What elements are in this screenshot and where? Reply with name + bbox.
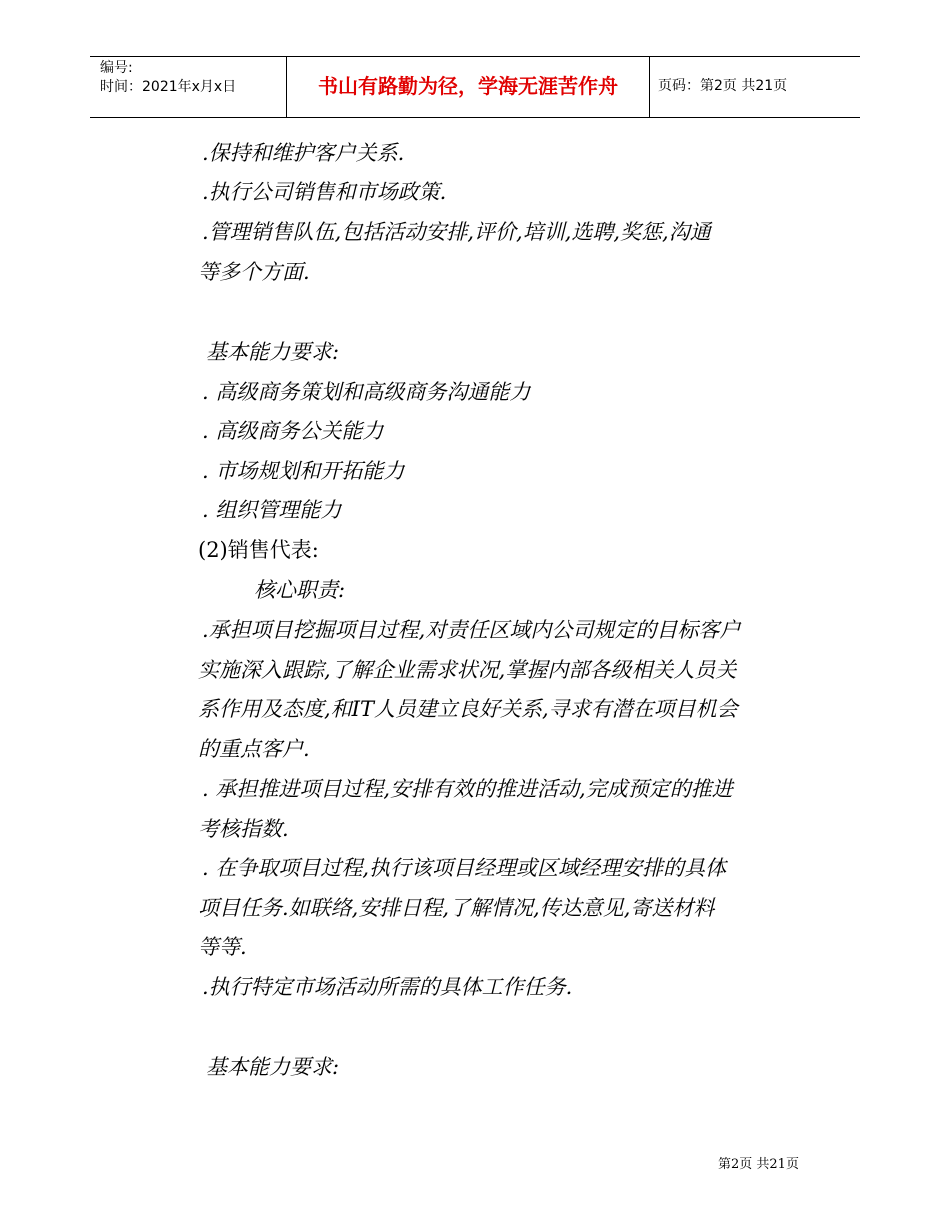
document-number-label: 编号: — [100, 60, 133, 76]
header-motto-cell — [287, 57, 650, 117]
text-line: 考核指数. — [198, 817, 289, 841]
text-line: .保持和维护客户关系. — [202, 141, 405, 165]
header-page-info: 页码：第2页 共21页 — [658, 78, 788, 94]
section-heading: 基本能力要求: — [206, 340, 340, 364]
text-line: .承担项目挖掘项目过程,对责任区域内公司规定的目标客户 — [202, 618, 741, 642]
text-line: . 市场规划和开拓能力 — [202, 459, 405, 483]
text-line: 系作用及态度,和IT人员建立良好关系,寻求有潜在项目机会 — [198, 697, 738, 721]
text-line: . 在争取项目过程,执行该项目经理或区域经理安排的具体 — [202, 856, 727, 880]
text-line: . 高级商务策划和高级商务沟通能力 — [202, 380, 531, 404]
section-heading: 基本能力要求: — [206, 1055, 340, 1079]
text-line: 等多个方面. — [198, 260, 310, 284]
header-motto: 书山有路勤为径，学海无涯苦作舟 — [318, 74, 618, 98]
header-meta-cell — [90, 57, 287, 117]
section-heading: (2)销售代表: — [198, 538, 319, 562]
text-line: . 组织管理能力 — [202, 498, 342, 522]
document-time-label: 时间：2021年x月x日 — [100, 79, 237, 95]
text-line: 等等. — [198, 935, 247, 959]
text-line: . 承担推进项目过程,安排有效的推进活动,完成预定的推进 — [202, 777, 733, 801]
section-heading: 核心职责: — [254, 578, 346, 602]
text-line: .执行公司销售和市场政策. — [202, 180, 447, 204]
page-header — [90, 56, 860, 118]
text-line: .执行特定市场活动所需的具体工作任务. — [202, 975, 573, 999]
header-page-cell — [650, 57, 860, 117]
text-line: 项目任务.如联络,安排日程,了解情况,传达意见,寄送材料 — [198, 896, 715, 920]
text-line: .管理销售队伍,包括活动安排,评价,培训,选聘,奖惩,沟通 — [202, 220, 711, 244]
text-line: . 高级商务公关能力 — [202, 419, 384, 443]
text-line: 的重点客户. — [198, 737, 310, 761]
text-line: 实施深入跟踪,了解企业需求状况,掌握内部各级相关人员关 — [198, 658, 737, 682]
page-footer: 第2页 共21页 — [718, 1157, 799, 1172]
